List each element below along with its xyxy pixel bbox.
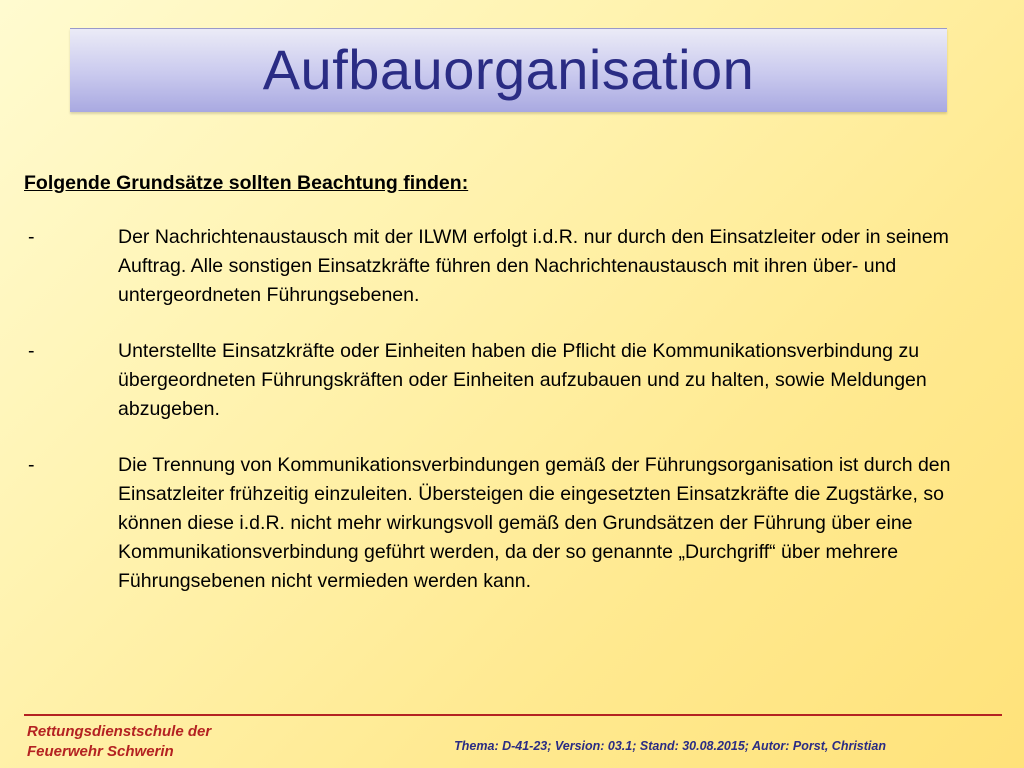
footer-org-line1: Rettungsdienstschule der: [27, 723, 212, 740]
bullet-item: [24, 451, 999, 596]
footer-divider: [24, 714, 1002, 716]
bullet-text: Der Nachrichtenaustausch mit der ILWM erfolgt i.d.R. nur durch den Einsatzleiter oder in seinem Auftrag. Alle sonstigen Einsatzkräfte führen den Nachrichtenaustausch mit ihren über- und untergeordneten Führungsebenen.: [118, 226, 949, 306]
footer-meta: Thema: D-41-23; Version: 03.1; Stand: 30.08.2015; Autor: Porst, Christian: [454, 739, 886, 753]
slide-body: [24, 170, 999, 623]
bullet-marker: -: [28, 454, 35, 476]
bullet-text: Die Trennung von Kommunikationsverbindungen gemäß der Führungsorganisation ist durch den Einsatzleiter frühzeitig einzuleiten. Übersteigen die eingesetzten Einsatzkräfte die Zugstärke, so können diese i.d.R. nicht mehr wirkungsvoll gemäß den Grundsätzen der Führung über eine Kommunikationsverbindung geführt werden, da der so genannte „Durchgriff“ über mehrere Führungsebenen nicht vermieden werden kann.: [118, 454, 951, 592]
footer-org-line2: Feuerwehr Schwerin: [27, 743, 174, 760]
bullet-item: [24, 337, 999, 424]
bullet-text: Unterstellte Einsatzkräfte oder Einheiten haben die Pflicht die Kommunikationsverbindung zu übergeordneten Führungskräften oder Einheiten aufzubauen und zu halten, sowie Meldungen abzugeben.: [118, 340, 927, 420]
footer-organization: [27, 722, 211, 762]
intro-heading: Folgende Grundsätze sollten Beachtung finden:: [24, 172, 469, 194]
bullet-marker: -: [28, 340, 35, 362]
bullet-marker: -: [28, 226, 35, 248]
slide-title: Aufbauorganisation: [262, 37, 755, 101]
bullet-item: [24, 223, 999, 310]
title-banner: [70, 28, 947, 112]
